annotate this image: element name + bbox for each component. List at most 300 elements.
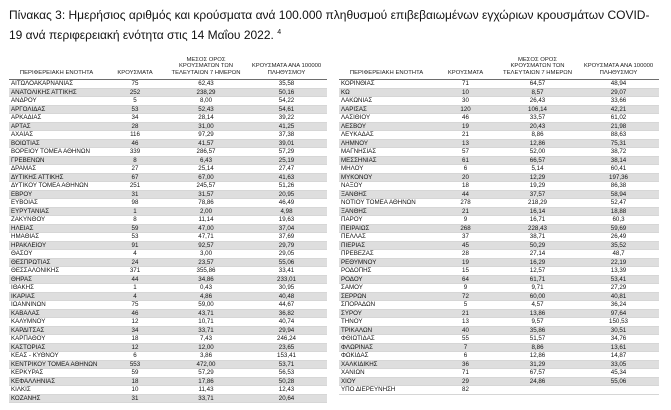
table-row [9, 378, 327, 387]
cell-cases: 6 [463, 165, 468, 172]
cell-avg7: 355,86 [196, 267, 216, 274]
cell-unit: ΙΘΑΚΗΣ [11, 284, 34, 291]
cell-per100k: 26,49 [610, 233, 627, 240]
table-left [9, 50, 327, 404]
cell-per100k: 30,51 [610, 326, 627, 334]
table-row [9, 174, 327, 183]
cell-unit: ΕΒΡΟΥ [11, 190, 33, 198]
cell-per100k: 233,01 [277, 275, 296, 283]
cell-cases: 12 [131, 318, 139, 325]
table-body [339, 80, 659, 395]
table-row [9, 148, 327, 157]
cell-unit: ΛΑΣΙΘΙΟΥ [341, 114, 371, 121]
table-row [9, 97, 327, 106]
cell-unit: ΗΛΕΙΑΣ [11, 224, 34, 232]
cell-per100k: 197,36 [609, 173, 628, 181]
cell-per100k: 45,34 [610, 369, 627, 376]
table-row [9, 284, 327, 293]
table-row [9, 157, 327, 166]
table-row [9, 182, 327, 191]
header-cases: ΚΡΟΥΣΜΑΤΑ [117, 70, 153, 77]
cell-avg7: 25,14 [198, 165, 214, 172]
cell-per100k: 86,38 [610, 182, 627, 189]
cell-avg7: 286,57 [196, 148, 216, 155]
cell-per100k: 58,94 [610, 190, 627, 198]
cell-unit: ΚΑΒΑΛΑΣ [11, 309, 40, 317]
table-row [9, 106, 327, 115]
cell-unit: ΚΕΡΚΥΡΑΣ [11, 369, 44, 376]
cell-cases: 55 [462, 335, 469, 342]
table-row [339, 250, 659, 259]
cell-per100k: 40,48 [278, 292, 295, 300]
cell-avg7: 31,57 [198, 190, 214, 198]
cell-avg7: 61,71 [529, 275, 546, 283]
cell-cases: 46 [462, 114, 469, 121]
cell-avg7: 16,29 [529, 258, 546, 266]
cell-per100k: 75,31 [610, 139, 627, 147]
cell-per100k: 38,72 [610, 148, 627, 155]
cell-per100k: 39,22 [278, 114, 295, 121]
cell-avg7: 28,14 [198, 114, 214, 121]
cell-cases: 46 [131, 139, 139, 147]
cell-avg7: 31,29 [529, 360, 546, 368]
cell-unit: ΡΟΔΟΠΗΣ [341, 267, 372, 274]
cell-per100k: 60,3 [612, 216, 625, 223]
cell-avg7: 66,57 [529, 156, 546, 164]
table-row [9, 191, 327, 200]
cell-cases: 46 [131, 309, 139, 317]
cell-unit: ΚΑΡΔΙΤΣΑΣ [11, 326, 45, 334]
cell-unit: ΑΧΑΪΑΣ [11, 131, 34, 138]
cell-avg7: 57,29 [198, 369, 214, 376]
cell-per100k: 48,7 [612, 250, 625, 257]
cell-unit: ΔΡΑΜΑΣ [11, 165, 37, 172]
cell-per100k: 44,67 [278, 301, 295, 308]
cell-per100k: 97,64 [610, 309, 627, 317]
cell-unit: ΧΑΛΚΙΔΙΚΗΣ [341, 360, 378, 368]
cell-cases: 10 [131, 386, 139, 393]
cell-cases: 268 [460, 224, 471, 232]
cell-cases: 6 [133, 352, 137, 359]
cell-cases: 18 [131, 377, 139, 385]
cell-unit: ΔΥΤΙΚΟΥ ΤΟΜΕΑ ΑΘΗΝΩΝ [11, 182, 89, 189]
cell-per100k: 29,94 [278, 326, 295, 334]
cell-cases: 91 [131, 241, 139, 249]
cell-unit: ΞΑΝΘΗΣ [341, 190, 367, 198]
table-row [339, 293, 659, 302]
cell-avg7: 3,86 [199, 352, 213, 359]
cell-avg7 [497, 386, 578, 394]
cell-avg7: 16,14 [529, 207, 546, 215]
cell-cases: 251 [129, 182, 141, 189]
cell-per100k: 51,26 [278, 182, 295, 189]
cell-per100k: 13,61 [610, 343, 627, 351]
cell-unit: ΑΡΓΟΛΙΔΑΣ [11, 105, 46, 113]
cell-per100k: 35,52 [610, 241, 627, 249]
table-row [339, 165, 659, 174]
table-row [339, 335, 659, 344]
cell-per100k: 42,21 [610, 105, 627, 113]
cell-per100k: 36,24 [610, 301, 627, 308]
table-row [339, 191, 659, 200]
cell-unit: ΛΕΥΚΑΔΑΣ [341, 131, 374, 138]
cell-cases: 98 [131, 199, 139, 206]
cell-per100k: 14,87 [610, 352, 627, 359]
table-row [9, 165, 327, 174]
cell-unit: ΝΟΤΙΟΥ ΤΟΜΕΑ ΑΘΗΝΩΝ [341, 199, 416, 206]
cell-cases: 64 [462, 275, 469, 283]
cell-cases: 6 [463, 352, 468, 359]
cell-unit: ΜΑΓΝΗΣΙΑΣ [341, 148, 377, 155]
cell-unit: ΚΙΛΚΙΣ [11, 386, 31, 393]
cell-cases: 44 [131, 275, 139, 283]
cell-per100k: 52,47 [610, 199, 627, 206]
cell-cases: 29 [462, 377, 469, 385]
cell-cases: 44 [462, 190, 469, 198]
cell-unit: ΔΥΤΙΚΗΣ ΑΤΤΙΚΗΣ [11, 173, 64, 181]
cell-avg7: 33,71 [198, 394, 214, 402]
cell-avg7: 51,57 [529, 335, 546, 342]
cell-unit: ΚΑΛΥΜΝΟΥ [11, 318, 46, 325]
table-row [9, 344, 327, 353]
cell-cases: 67 [131, 173, 139, 181]
table-row [339, 259, 659, 268]
cell-per100k: 55,06 [610, 377, 627, 385]
cell-cases: 31 [131, 190, 139, 198]
table-row [9, 250, 327, 259]
cell-unit: ΚΩ [341, 88, 350, 96]
cell-unit: ΥΠΟ ΔΙΕΡΕΥΝΗΣΗ [341, 386, 396, 393]
cell-cases: 4 [133, 292, 137, 300]
cell-unit: ΝΑΞΟΥ [341, 182, 363, 189]
table-row [9, 242, 327, 251]
cell-cases: 8 [133, 156, 137, 164]
cell-avg7: 17,86 [198, 377, 214, 385]
cell-avg7: 47,00 [198, 224, 214, 232]
cell-per100k: 153,41 [277, 352, 296, 359]
cell-avg7: 37,57 [529, 190, 546, 198]
cell-cases: 116 [130, 131, 140, 138]
cell-per100k: 246,24 [277, 335, 296, 342]
cell-cases: 19 [462, 122, 469, 130]
cell-cases: 12 [131, 343, 139, 351]
cell-unit: ΑΡΤΑΣ [11, 122, 31, 130]
cell-cases: 20 [462, 173, 469, 181]
cell-avg7: 52,00 [529, 148, 546, 155]
cell-per100k: 13,39 [610, 267, 627, 274]
cell-per100k: 40,81 [610, 292, 627, 300]
cell-cases: 40 [462, 326, 469, 334]
cell-cases: 45 [462, 241, 469, 249]
cell-cases: 28 [131, 122, 139, 130]
cell-cases: 21 [462, 131, 469, 138]
cell-avg7: 35,86 [529, 326, 546, 334]
cell-cases: 24 [131, 258, 139, 266]
cell-per100k: 21,98 [610, 122, 627, 130]
cell-unit: ΗΡΑΚΛΕΙΟΥ [11, 241, 47, 249]
table-row [9, 225, 327, 234]
table-row [339, 276, 659, 285]
cell-avg7: 8,57 [531, 88, 544, 96]
cell-per100k: 4,98 [280, 207, 293, 215]
cell-per100k: 39,01 [278, 139, 295, 147]
table-row [339, 123, 659, 132]
table-row [339, 182, 659, 191]
cell-avg7: 52,43 [198, 105, 214, 113]
cell-cases: 5 [133, 97, 137, 104]
cell-cases: 75 [131, 80, 139, 87]
cell-per100k: 59,69 [610, 224, 627, 232]
cell-cases: 252 [129, 88, 141, 96]
cell-cases: 59 [131, 224, 139, 232]
table-row [339, 157, 659, 166]
cell-cases: 18 [462, 182, 469, 189]
cell-unit: ΛΗΜΝΟΥ [341, 139, 368, 147]
cell-unit: ΘΗΡΑΣ [11, 275, 32, 283]
cell-cases: 4 [133, 250, 137, 257]
cell-cases: 10 [462, 88, 469, 96]
table-row [339, 148, 659, 157]
cell-avg7: 8,86 [531, 131, 544, 138]
cell-per100k: 20,95 [278, 190, 295, 198]
cell-per100k: 29,05 [278, 250, 295, 257]
cell-unit: ΛΑΡΙΣΑΣ [341, 105, 367, 113]
cell-per100k: 56,53 [278, 369, 295, 376]
table-row [9, 361, 327, 370]
cell-unit: ΦΛΩΡΙΝΑΣ [341, 343, 373, 351]
cell-avg7: 34,86 [198, 275, 214, 283]
table-row [339, 318, 659, 327]
cell-avg7: 245,57 [196, 182, 216, 189]
cell-avg7: 59,00 [198, 301, 214, 308]
cell-unit: ΑΝΔΡΟΥ [11, 97, 37, 104]
cell-avg7: 43,71 [198, 309, 214, 317]
cell-avg7: 106,14 [528, 105, 547, 113]
cell-unit: ΜΥΚΟΝΟΥ [341, 173, 373, 181]
table-row [9, 267, 327, 276]
cell-cases: 13 [462, 139, 469, 147]
cell-avg7: 20,43 [529, 122, 546, 130]
table-row [9, 301, 327, 310]
cell-avg7: 12,86 [529, 139, 546, 147]
table-row [339, 344, 659, 353]
cell-cases: 9 [463, 284, 468, 291]
cell-unit: ΠΑΡΟΥ [341, 216, 363, 223]
table-row [339, 208, 659, 217]
cell-per100k: 22,19 [610, 258, 627, 266]
cell-unit: ΘΕΣΣΑΛΟΝΙΚΗΣ [11, 267, 60, 274]
cell-avg7: 27,14 [529, 250, 546, 257]
table-row [9, 335, 327, 344]
table-row [9, 310, 327, 319]
table-row [339, 361, 659, 370]
cell-unit: ΣΥΡΟΥ [341, 309, 362, 317]
cell-cases: 34 [131, 326, 139, 334]
cell-avg7: 12,57 [529, 267, 546, 274]
cell-unit: ΚΟΡΙΝΘΙΑΣ [341, 80, 375, 87]
cell-cases: 30 [462, 97, 469, 104]
cell-cases: 278 [460, 199, 471, 206]
cell-avg7: 24,86 [529, 377, 546, 385]
table-row [339, 378, 659, 387]
cell-per100k: 35,58 [278, 80, 295, 87]
cell-cases: 7 [463, 343, 468, 351]
cell-avg7: 67,57 [529, 369, 546, 376]
cell-per100k: 37,69 [278, 233, 295, 240]
table-row [9, 80, 327, 89]
cell-avg7: 13,86 [529, 309, 546, 317]
cell-unit: ΤΡΙΚΑΛΩΝ [341, 326, 373, 334]
table-row [9, 114, 327, 123]
cell-cases: 120 [460, 105, 471, 113]
cell-per100k: 19,63 [278, 216, 295, 223]
table-row [9, 386, 327, 395]
cell-avg7: 62,43 [198, 80, 214, 87]
cell-avg7: 238,29 [196, 88, 216, 96]
cell-unit: ΣΕΡΡΩΝ [341, 292, 367, 300]
cell-per100k: 88,63 [610, 131, 627, 138]
table-row [9, 352, 327, 361]
cell-unit: ΡΟΔΟΥ [341, 275, 363, 283]
cell-cases: 75 [131, 301, 139, 308]
cell-cases: 71 [462, 80, 469, 87]
cell-avg7: 12,00 [198, 343, 214, 351]
table-row [9, 140, 327, 149]
cell-avg7: 472,00 [196, 360, 216, 368]
table-row [9, 233, 327, 242]
cell-cases: 371 [129, 267, 141, 274]
cell-avg7: 60,00 [529, 292, 546, 300]
cell-per100k: 46,49 [278, 199, 295, 206]
cell-avg7: 11,14 [198, 216, 214, 223]
cell-unit: ΚΑΡΠΑΘΟΥ [11, 335, 46, 342]
table-row [339, 267, 659, 276]
cell-unit: ΚΕΝΤΡΙΚΟΥ ΤΟΜΕΑ ΑΘΗΝΩΝ [11, 360, 98, 368]
table-row [339, 174, 659, 183]
cell-unit: ΓΡΕΒΕΝΩΝ [11, 156, 45, 164]
table-header [339, 50, 659, 80]
cell-per100k: 37,38 [278, 131, 295, 138]
cell-avg7: 50,29 [529, 241, 546, 249]
cell-unit: ΘΕΣΠΡΩΤΙΑΣ [11, 258, 51, 266]
cell-avg7: 9,57 [531, 318, 544, 325]
table-row [9, 293, 327, 302]
cell-per100k: 33,05 [610, 360, 627, 368]
cell-avg7: 4,86 [199, 292, 213, 300]
table-body [9, 80, 327, 403]
cell-unit: ΛΑΚΩΝΙΑΣ [341, 97, 373, 104]
cell-unit: ΣΑΜΟΥ [341, 284, 363, 291]
cell-avg7: 0,43 [199, 284, 213, 291]
cell-unit: ΕΥΡΥΤΑΝΙΑΣ [11, 207, 50, 215]
cell-avg7: 10,71 [198, 318, 214, 325]
cell-per100k: 23,65 [278, 343, 295, 351]
cell-per100k: 60,41 [610, 165, 627, 172]
table-row [339, 301, 659, 310]
table-row [339, 352, 659, 361]
cell-cases: 27 [131, 165, 139, 172]
table-row [339, 80, 659, 89]
cell-unit: ΑΡΚΑΔΙΑΣ [11, 114, 42, 121]
cell-cases: 34 [131, 114, 139, 121]
cell-cases: 28 [462, 250, 469, 257]
cell-unit: ΖΑΚΥΝΘΟΥ [11, 216, 46, 223]
cell-cases: 53 [131, 233, 139, 240]
cell-cases: 36 [462, 360, 469, 368]
cell-unit: ΕΥΒΟΙΑΣ [11, 199, 38, 206]
table-row [339, 386, 659, 395]
cell-unit: ΦΩΚΙΔΑΣ [341, 352, 369, 359]
table-row [339, 233, 659, 242]
cell-per100k: 150,53 [609, 318, 628, 325]
cell-unit: ΜΕΣΣΗΝΙΑΣ [341, 156, 377, 164]
header-per100k: ΚΡΟΥΣΜΑΤΑ ΑΝΑ 100000 ΠΛΗΘΥΣΜΟΥ [251, 63, 322, 77]
cell-avg7: 31,00 [198, 122, 214, 130]
cell-unit: ΚΕΑΣ - ΚΥΘΝΟΥ [11, 352, 59, 359]
table-row [339, 284, 659, 293]
cell-unit: ΧΑΝΙΩΝ [341, 369, 365, 376]
cell-cases: 5 [463, 301, 468, 308]
cell-unit: ΛΕΣΒΟΥ [341, 122, 366, 130]
cell-unit: ΚΕΦΑΛΛΗΝΙΑΣ [11, 377, 56, 385]
cell-avg7: 9,71 [531, 284, 544, 291]
cell-unit: ΙΚΑΡΙΑΣ [11, 292, 35, 300]
table-row [339, 89, 659, 98]
cell-unit: ΦΘΙΩΤΙΔΑΣ [341, 335, 375, 342]
cell-cases: 553 [129, 360, 141, 368]
cell-per100k: 37,04 [278, 224, 295, 232]
cell-per100k: 33,66 [610, 97, 627, 104]
cell-unit: ΙΩΑΝΝΙΝΩΝ [11, 301, 46, 308]
cell-per100k: 36,82 [278, 309, 295, 317]
cell-cases: 15 [462, 267, 469, 274]
cell-cases: 13 [462, 318, 469, 325]
table-row [9, 89, 327, 98]
cell-per100k: 30,95 [278, 284, 295, 291]
cell-cases: 1 [133, 284, 137, 291]
header-per100k: ΚΡΟΥΣΜΑΤΑ ΑΝΑ 100000 ΠΛΗΘΥΣΜΟΥ [583, 63, 654, 77]
table-row [9, 327, 327, 336]
cell-avg7: 78,86 [198, 199, 214, 206]
table-row [339, 327, 659, 336]
cell-per100k: 54,61 [278, 105, 295, 113]
cell-cases: 61 [462, 156, 469, 164]
cell-cases: 53 [131, 105, 139, 113]
cell-unit: ΠΕΙΡΑΙΩΣ [341, 224, 370, 232]
cell-per100k: 55,06 [278, 258, 295, 266]
cell-avg7: 67,00 [198, 173, 214, 181]
header-cases: ΚΡΟΥΣΜΑΤΑ [447, 70, 484, 77]
cell-per100k: 53,41 [610, 275, 627, 283]
cell-avg7: 26,43 [529, 97, 546, 104]
cell-avg7: 64,57 [529, 80, 546, 87]
cell-per100k: 50,28 [278, 377, 295, 385]
cell-avg7: 8,00 [199, 97, 213, 104]
cell-avg7: 6,43 [199, 156, 213, 164]
table-row [339, 97, 659, 106]
cell-per100k [578, 386, 659, 394]
table-row [339, 242, 659, 251]
cell-unit: ΒΟΙΩΤΙΑΣ [11, 139, 40, 147]
cell-unit: ΚΑΣΤΟΡΙΑΣ [11, 343, 46, 351]
table-right [339, 50, 659, 404]
cell-per100k: 41,63 [278, 173, 295, 181]
cell-avg7: 5,14 [531, 165, 544, 172]
table-title [9, 7, 659, 44]
cell-avg7: 33,71 [198, 326, 214, 334]
table-row [9, 216, 327, 225]
cell-unit: ΚΟΖΑΝΗΣ [11, 394, 41, 402]
